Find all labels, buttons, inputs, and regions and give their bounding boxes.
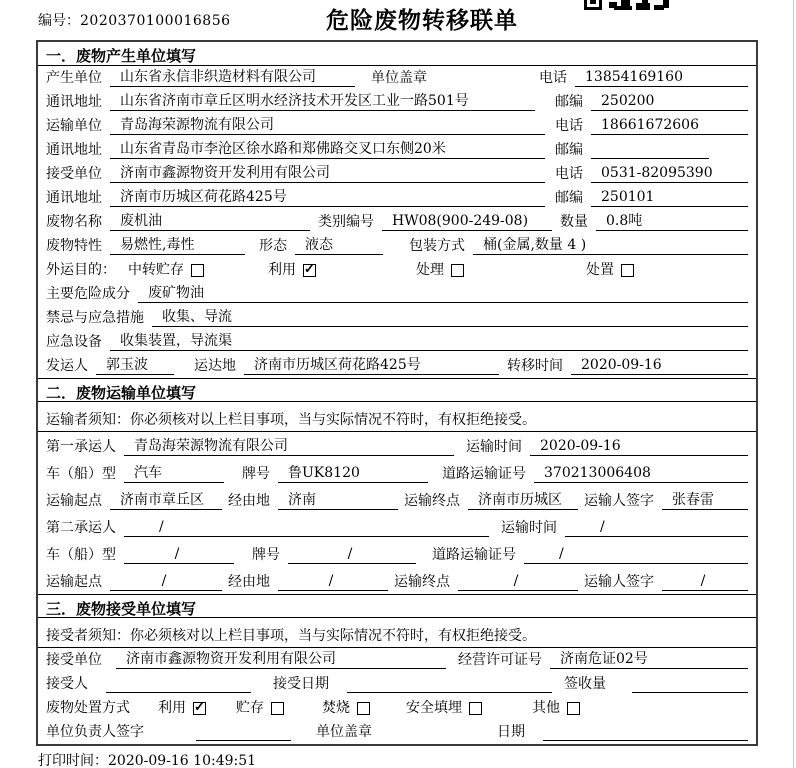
transport-time2-value: / <box>565 518 748 537</box>
transporter-unit-row <box>38 114 756 138</box>
section2-title: 二．废物运输单位填写 <box>38 378 756 402</box>
purpose-option-utilize <box>268 262 316 278</box>
receiver-notice: 接受者须知：你必须核对以上栏目事项，当与实际情况不符时，有权拒绝接受。 <box>38 618 756 648</box>
disposal-option-incinerate <box>322 700 370 716</box>
leader-signature-label: 单位负责人签字 <box>46 724 144 740</box>
purpose-treat-label: 处理 <box>416 262 444 278</box>
receiver-zip-value: 250101 <box>591 188 748 207</box>
document-number-label: 编号： <box>38 13 80 29</box>
waste-packing-label: 包装方式 <box>409 238 465 254</box>
transport-time1-label: 运输时间 <box>466 439 522 455</box>
section1-title: 一．废物产生单位填写 <box>38 42 756 66</box>
producer-unit-value: 山东省永信非织造材料有限公司 <box>110 68 355 87</box>
end2-value: / <box>458 572 578 591</box>
transport-time1-value: 2020-09-16 <box>530 437 748 456</box>
destination-label: 运达地 <box>194 358 236 374</box>
waste-code-label: 类别编号 <box>318 214 374 230</box>
transport-time2-label: 运输时间 <box>501 520 557 536</box>
waste-name-row <box>38 210 756 234</box>
disposal-landfill-checkbox-icon <box>469 702 482 715</box>
road-permit2-label: 道路运输证号 <box>432 547 516 563</box>
origin1-value: 济南市章丘区 <box>110 491 222 510</box>
disposal-option-utilize <box>158 700 206 716</box>
disposal-option-other <box>532 700 580 716</box>
date2-label: 日期 <box>497 724 525 740</box>
unit-seal2-label: 单位盖章 <box>316 724 372 740</box>
waste-character-label: 废物特性 <box>46 238 102 254</box>
producer-phone-label: 电话 <box>539 70 567 86</box>
purpose-option-transfer-storage <box>128 262 204 278</box>
via2-value: / <box>278 572 388 591</box>
transporter-address-row <box>38 138 756 162</box>
purpose-utilize-label: 利用 <box>268 262 296 278</box>
producer-unit-row <box>38 66 756 90</box>
receiver-address-label: 通讯地址 <box>46 190 102 206</box>
disposal-incinerate-label: 焚烧 <box>322 700 350 716</box>
transporter-unit-value: 青岛海荣源物流有限公司 <box>110 116 545 135</box>
receiver-phone-value: 0531-82095390 <box>591 164 748 183</box>
vehicle1-row <box>38 459 756 486</box>
disposal-incinerate-checkbox-icon <box>357 702 370 715</box>
accept-person-row <box>38 672 756 696</box>
shipper-row <box>38 354 756 378</box>
sign1-value: 张春雷 <box>662 491 748 510</box>
disposal-storage-checkbox-icon <box>271 702 284 715</box>
disposal-landfill-label: 安全填埋 <box>406 700 462 716</box>
transporter-zip-value <box>591 158 709 159</box>
vehicle2-row <box>38 540 756 567</box>
purpose-transfer-storage-label: 中转贮存 <box>128 262 184 278</box>
vehicle-type1-value: 汽车 <box>124 464 224 483</box>
receiver-unit-label: 接受单位 <box>46 166 102 182</box>
origin2-value: / <box>110 572 222 591</box>
taboo-measures-value: 收集、导流 <box>152 308 748 327</box>
origin2-label: 运输起点 <box>46 574 102 590</box>
print-time-label: 打印时间： <box>38 753 108 768</box>
receiver-zip-label: 邮编 <box>555 190 583 206</box>
disposal-utilize-label: 利用 <box>158 700 186 716</box>
producer-address-row <box>38 90 756 114</box>
route1-row <box>38 486 756 513</box>
route2-row <box>38 567 756 594</box>
second-carrier-label: 第二承运人 <box>46 520 116 536</box>
waste-name-value: 废机油 <box>110 212 310 231</box>
waste-form-label: 形态 <box>259 238 287 254</box>
leader-signature-value <box>196 740 291 741</box>
transfer-time-label: 转移时间 <box>507 358 563 374</box>
producer-address-label: 通讯地址 <box>46 94 102 110</box>
transporter-phone-value: 18661672606 <box>591 116 748 135</box>
page-title: 危险废物转移联单 <box>326 8 518 34</box>
producer-zip-value: 250200 <box>591 92 748 111</box>
road-permit1-value: 370213006408 <box>534 464 748 483</box>
plate1-label: 牌号 <box>242 466 270 482</box>
waste-character-row <box>38 234 756 258</box>
receiver-unit-value: 济南市鑫源物资开发利用有限公司 <box>110 164 545 183</box>
disposal-storage-label: 贮存 <box>236 700 264 716</box>
end1-value: 济南市历城区 <box>468 491 578 510</box>
plate1-value: 鲁UK8120 <box>278 464 428 483</box>
disposal-other-label: 其他 <box>532 700 560 716</box>
transporter-address-value: 山东省青岛市李沧区徐水路和郑佛路交叉口东侧20米 <box>110 140 545 159</box>
date2-value <box>543 740 748 741</box>
origin1-label: 运输起点 <box>46 493 102 509</box>
transport-purpose-label: 外运目的： <box>46 262 116 278</box>
end1-label: 运输终点 <box>404 493 460 509</box>
transfer-time-value: 2020-09-16 <box>571 356 748 375</box>
via1-label: 经由地 <box>228 493 270 509</box>
print-time-value: 2020-09-16 10:49:51 <box>108 753 257 768</box>
waste-form-value: 液态 <box>295 236 383 255</box>
manifest-form <box>36 40 758 746</box>
document-number <box>38 10 231 30</box>
accept-date-value <box>347 692 552 693</box>
transporter-zip-label: 邮编 <box>555 142 583 158</box>
plate2-label: 牌号 <box>252 547 280 563</box>
main-hazard-row <box>38 282 756 306</box>
transporter-unit-label: 运输单位 <box>46 118 102 134</box>
waste-qty-label: 数量 <box>560 214 588 230</box>
accepting-unit-label: 接受单位 <box>46 652 102 668</box>
document-number-value: 2020370100016856 <box>80 13 231 29</box>
emergency-equipment-label: 应急设备 <box>46 334 102 350</box>
accept-person-label: 接受人 <box>46 676 88 692</box>
receiver-address-row <box>38 186 756 210</box>
transport-purpose-row <box>38 258 756 282</box>
main-hazard-value: 废矿物油 <box>138 284 748 303</box>
purpose-dispose-label: 处置 <box>586 262 614 278</box>
vehicle-type1-label: 车（船）型 <box>46 466 116 482</box>
end2-label: 运输终点 <box>394 574 450 590</box>
via2-label: 经由地 <box>228 574 270 590</box>
received-qty-value <box>632 692 748 693</box>
first-carrier-row <box>38 432 756 459</box>
vehicle-type2-label: 车（船）型 <box>46 547 116 563</box>
leader-signature-row <box>38 720 756 744</box>
transporter-phone-label: 电话 <box>555 118 583 134</box>
waste-packing-value: 桶(金属,数量 4 ) <box>473 236 748 255</box>
producer-unit-label: 产生单位 <box>46 70 102 86</box>
disposal-method-row <box>38 696 756 720</box>
purpose-treat-checkbox-icon <box>451 264 464 277</box>
purpose-transfer-storage-checkbox-icon <box>191 264 204 277</box>
transporter-address-label: 通讯地址 <box>46 142 102 158</box>
waste-qty-value: 0.8吨 <box>596 212 748 231</box>
license-value: 济南危证02号 <box>550 650 748 669</box>
sign2-value: / <box>662 572 748 591</box>
accepting-unit-row <box>38 648 756 672</box>
license-label: 经营许可证号 <box>458 652 542 668</box>
disposal-method-label: 废物处置方式 <box>46 700 130 716</box>
emergency-equipment-value: 收集装置，导流渠 <box>110 332 748 351</box>
disposal-option-landfill <box>406 700 482 716</box>
received-qty-label: 签收量 <box>564 676 606 692</box>
page-right-edge <box>793 0 794 768</box>
print-time <box>38 750 256 768</box>
destination-value: 济南市历城区荷花路425号 <box>244 356 499 375</box>
taboo-measures-row <box>38 306 756 330</box>
first-carrier-label: 第一承运人 <box>46 439 116 455</box>
receiver-address-value: 济南市历城区荷花路425号 <box>110 188 545 207</box>
shipper-label: 发运人 <box>46 358 88 374</box>
disposal-other-checkbox-icon <box>567 702 580 715</box>
waste-character-value: 易燃性,毒性 <box>110 236 245 255</box>
shipper-value: 郭玉波 <box>96 356 174 375</box>
main-hazard-label: 主要危险成分 <box>46 286 130 302</box>
producer-phone-value: 13854169160 <box>575 68 748 87</box>
purpose-utilize-checkbox-icon <box>303 264 316 277</box>
plate2-value: / <box>288 545 416 564</box>
road-permit2-value: / <box>524 545 748 564</box>
via1-value: 济南 <box>278 491 398 510</box>
accept-date-label: 接受日期 <box>273 676 329 692</box>
qr-code-fragment-icon <box>584 0 670 11</box>
receiver-unit-row <box>38 162 756 186</box>
receiver-phone-label: 电话 <box>555 166 583 182</box>
vehicle-type2-value: / <box>124 545 234 564</box>
emergency-equipment-row <box>38 330 756 354</box>
disposal-option-storage <box>236 700 284 716</box>
transporter-notice: 运输者须知：你必须核对以上栏目事项，当与实际情况不符时，有权拒绝接受。 <box>38 402 756 432</box>
disposal-utilize-checkbox-icon <box>193 702 206 715</box>
first-carrier-value: 青岛海荣源物流有限公司 <box>124 437 454 456</box>
producer-zip-label: 邮编 <box>555 94 583 110</box>
second-carrier-value: / <box>124 518 489 537</box>
purpose-option-treat <box>416 262 464 278</box>
waste-code-value: HW08(900-249-08) <box>382 212 552 231</box>
second-carrier-row <box>38 513 756 540</box>
taboo-measures-label: 禁忌与应急措施 <box>46 310 144 326</box>
producer-address-value: 山东省济南市章丘区明水经济技术开发区工业一路501号 <box>110 92 535 111</box>
road-permit1-label: 道路运输证号 <box>442 466 526 482</box>
sign1-label: 运输人签字 <box>584 493 654 509</box>
purpose-dispose-checkbox-icon <box>621 264 634 277</box>
section3-title: 三．废物接受单位填写 <box>38 594 756 618</box>
accept-person-value <box>106 692 251 693</box>
unit-seal-label: 单位盖章 <box>371 70 427 86</box>
purpose-option-dispose <box>586 262 634 278</box>
waste-name-label: 废物名称 <box>46 214 102 230</box>
accepting-unit-value: 济南市鑫源物资开发利用有限公司 <box>116 650 446 669</box>
sign2-label: 运输人签字 <box>584 574 654 590</box>
